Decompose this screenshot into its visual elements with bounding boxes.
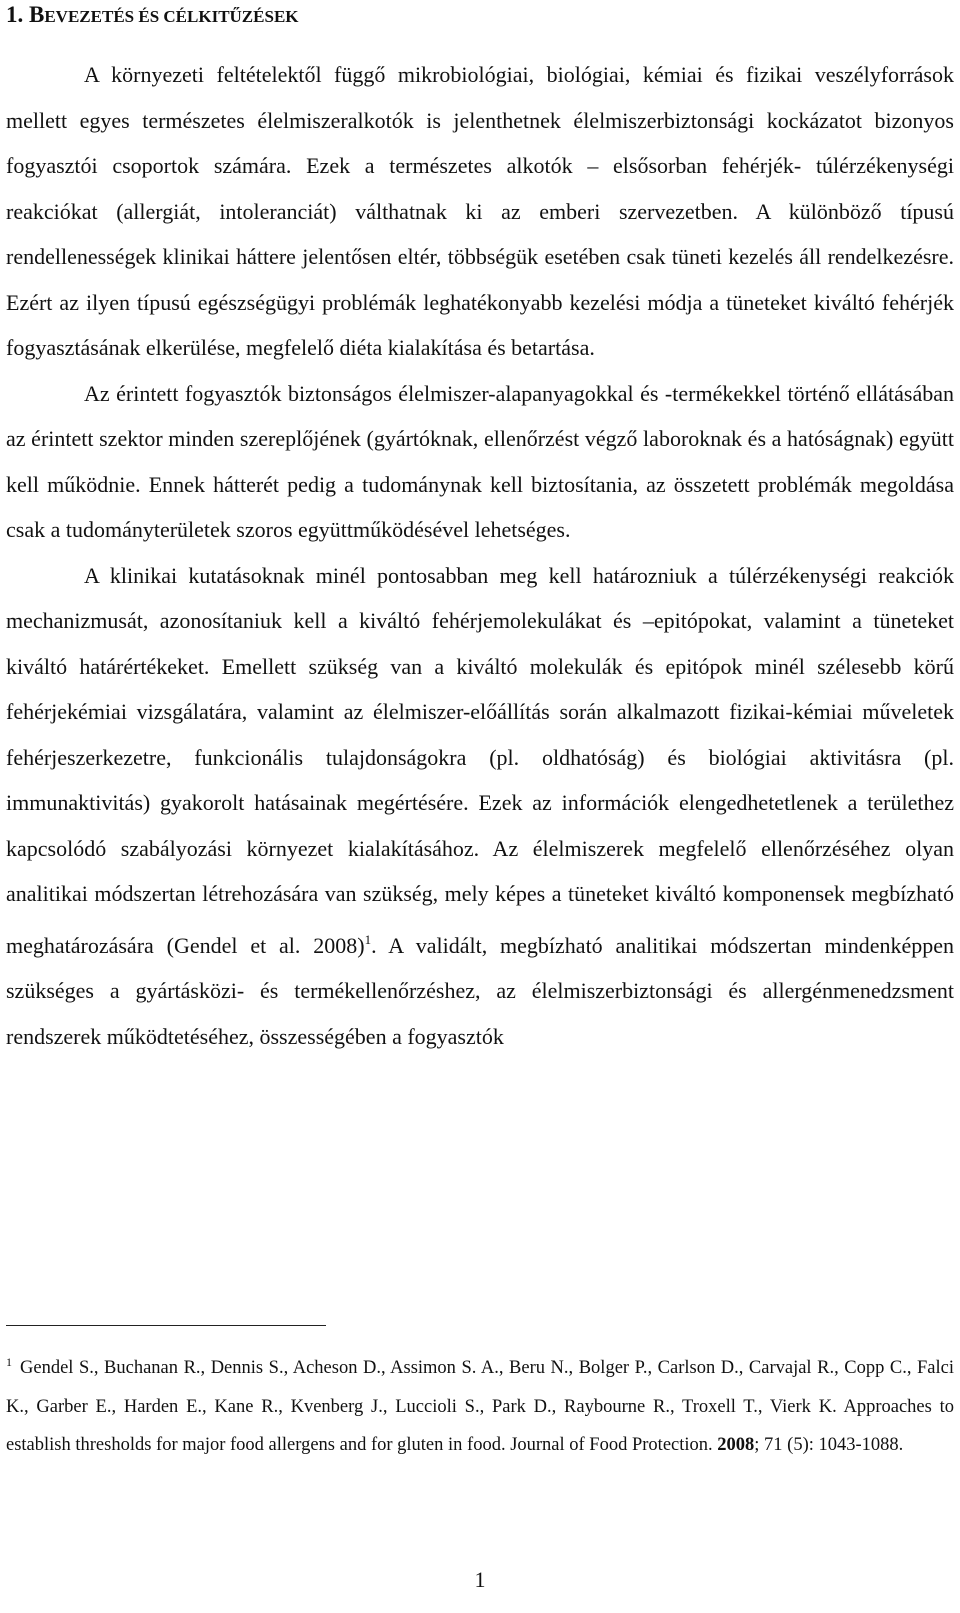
page-number: 1 [474, 1567, 486, 1592]
paragraph-1: A környezeti feltételektől függő mikrobiológiai, biológiai, kémiai és fizikai veszélyforrások mellett egyes természetes élelmiszeralkotók is jelenthetnek élelmiszerbiztonsági kockázatot bizonyos fogyasztói csoportok számára. Ezek a természetes alkotók – elsősorban fehérjék- túlérzékenységi reakciókat (allergiát, intoleranciát) válthatnak ki az emberi szervezetben. A különböző típusú rendellenességek klinikai háttere jelentősen eltér, többségük esetében csak tüneti kezelés áll rendelkezésre. Ezért az ilyen típusú egészségügyi problémák leghatékonyabb kezelési módja a tüneteket kiváltó fehérjék fogyasztásának elkerülése, megfelelő diéta kialakítása és betartása. [6, 62, 954, 360]
footnote-year: 2008 [717, 1435, 755, 1455]
chapter-heading-number: 1. B [6, 2, 45, 27]
paragraph-3-text-b: . A validált, megbízható analitikai módszertan mindenképpen szükséges a gyártásközi- és termékellenőrzéshez, az élelmiszerbiztonsági és allergénmenedzsment rendszerek működtetéséhez, összességében a fogyasztók [6, 932, 954, 1049]
paragraph-2: Az érintett fogyasztók biztonságos élelmiszer-alapanyagokkal és -termékekkel történő ellátásában az érintett szektor minden szereplőjének (gyártóknak, ellenőrzést végző laboroknak és a hatóságnak) együtt kell működnie. Ennek hátterét pedig a tudománynak kell biztosítania, az összetett problémák megoldása csak a tudományterületek szoros együttműködésével lehetséges. [6, 380, 954, 542]
footnote-separator [6, 1325, 326, 1326]
body-text [6, 52, 954, 1059]
chapter-heading [6, 2, 299, 28]
footnote-reference: 1 [364, 931, 372, 947]
paragraph-3 [6, 553, 954, 1060]
footnote-citation: Gendel S., Buchanan R., Dennis S., Acheson D., Assimon S. A., Beru N., Bolger P., Carlson D., Carvajal R., Copp C., Falci K., Garber E., Harden E., Kane R., Kvenberg J., Luccioli S., Park D., Raybourne R., Troxell T., Vierk K. Approaches to establish thresholds for major food allergens and for gluten in food. Journal of Food Protection. [6, 1358, 954, 1455]
paragraph-3-text-a: A klinikai kutatásoknak minél pontosabban meg kell határozniuk a túlérzékenységi reakciók mechanizmusát, azonosítaniuk kell a kiváltó fehérjemolekulákat és –epitópokat, valamint a tüneteket kiváltó határértékeket. Emellett szükség van a kiváltó molekulák és epitópok minél szélesebb körű fehérjekémiai vizsgálatára, valamint az élelmiszer-előállítás során alkalmazott fizikai-kémiai műveletek fehérjeszerkezetre, funkcionális tulajdonságokra (pl. oldhatóság) és biológiai aktivitásra (pl. immunaktivitás) gyakorolt hatásainak megértésére. Ezek az információk elengedhetetlenek a területhez kapcsolódó szabályozási környezet kialakításához. Az élelmiszerek megfelelő ellenőrzéséhez olyan analitikai módszertan létrehozására van szükség, mely képes a tüneteket kiváltó komponensek megbízható meghatározására (Gendel et al. 2008) [6, 562, 954, 958]
footnote-source: ; 71 (5): 1043-1088. [754, 1435, 904, 1455]
footnote-mark: 1 [6, 1355, 12, 1369]
chapter-heading-title: EVEZETÉS ÉS CÉLKITŰZÉSEK [44, 7, 299, 26]
footnote [6, 1343, 954, 1465]
